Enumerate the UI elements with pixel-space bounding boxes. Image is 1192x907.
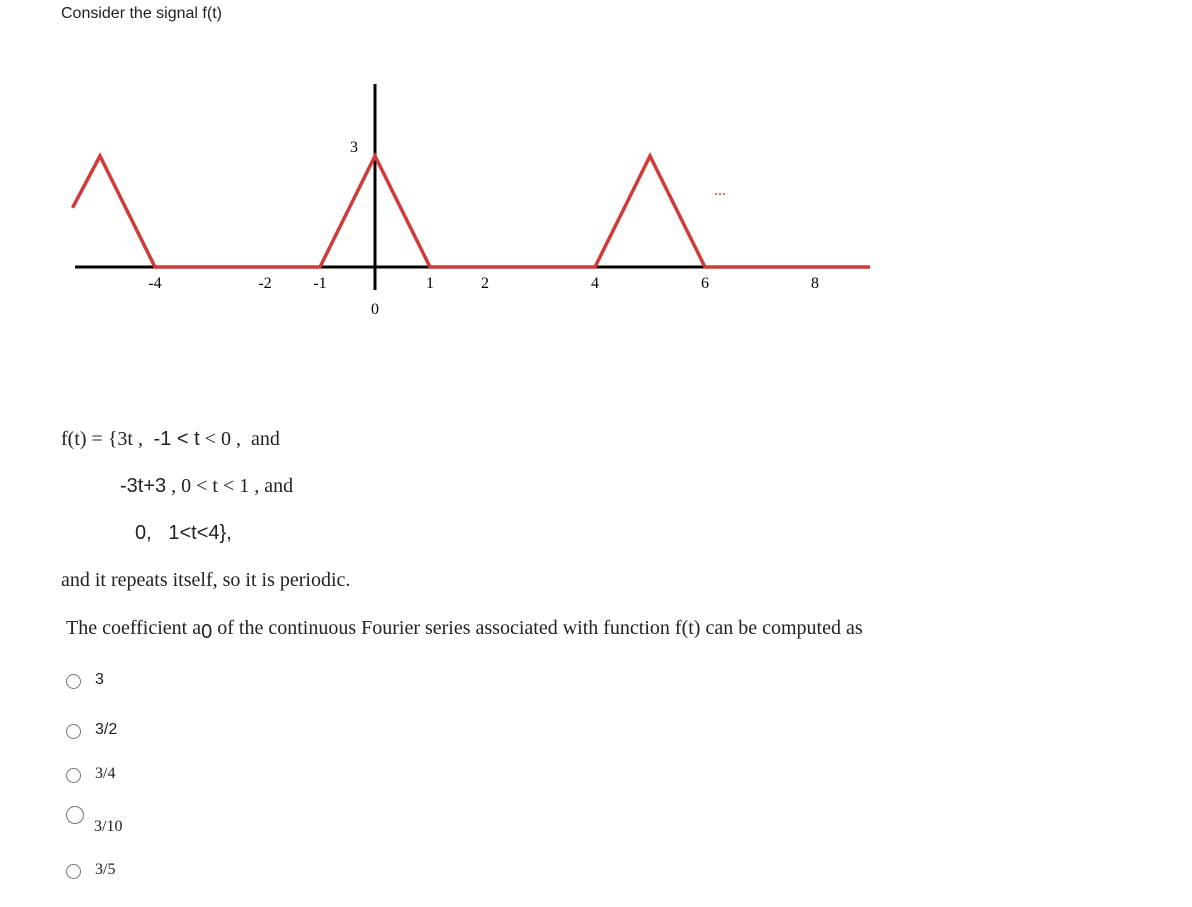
x-tick-label: -2 [258, 275, 272, 292]
origin-label: 0 [371, 301, 379, 318]
x-tick-label: 4 [591, 275, 599, 292]
x-tick-label: -1 [313, 275, 327, 292]
x-tick-label: -4 [148, 275, 162, 292]
answer-option-4[interactable] [66, 806, 122, 836]
radio-circle-icon[interactable] [66, 806, 84, 824]
definition-line-2b: , 0 < t < 1 , and [166, 475, 294, 497]
periodic-statement: and it repeats itself, so it is periodic. [61, 569, 351, 591]
definition-line-3: 0, 1<t<4}, [135, 522, 232, 544]
answer-option-5[interactable] [66, 861, 115, 879]
radio-circle-icon[interactable] [66, 724, 81, 739]
answer-option-label: 3/4 [95, 765, 116, 782]
radio-circle-icon[interactable] [66, 674, 81, 689]
definition-line-2a: -3t+3 [120, 475, 167, 497]
definition-line-1c: < 0 , and [199, 428, 280, 450]
answer-option-3[interactable] [66, 765, 115, 783]
answer-option-1[interactable] [66, 671, 104, 689]
x-tick-label: 6 [701, 275, 709, 292]
question-text-after: of the continuous Fourier series associated with function f(t) can be computed as [212, 617, 863, 639]
answer-option-2[interactable] [66, 721, 117, 739]
radio-circle-icon[interactable] [66, 864, 81, 879]
definition-line-1b: -1 < t [147, 428, 200, 450]
definition-line-1 [61, 428, 280, 451]
signal-line [73, 156, 871, 267]
x-tick-label: 1 [426, 275, 434, 292]
question-prompt: Consider the signal f(t) [61, 5, 222, 22]
question-text-before: The coefficient a [66, 617, 202, 639]
continuation-ellipsis: ... [714, 182, 726, 199]
answer-option-label: 3/2 [95, 721, 118, 738]
x-tick-label: 2 [481, 275, 489, 292]
question-text [66, 617, 863, 643]
definition-line-2 [120, 475, 293, 498]
radio-circle-icon[interactable] [66, 768, 81, 783]
answer-option-label: 3/10 [94, 818, 123, 835]
definition-line-1a: f(t) = {3t , [61, 428, 148, 450]
answer-option-label: 3 [95, 671, 104, 688]
x-tick-label: 8 [811, 275, 819, 292]
question-subscript: 0 [201, 621, 213, 643]
signal-plot [0, 0, 1192, 340]
answer-option-label: 3/5 [95, 861, 116, 878]
peak-value-label: 3 [350, 139, 358, 156]
